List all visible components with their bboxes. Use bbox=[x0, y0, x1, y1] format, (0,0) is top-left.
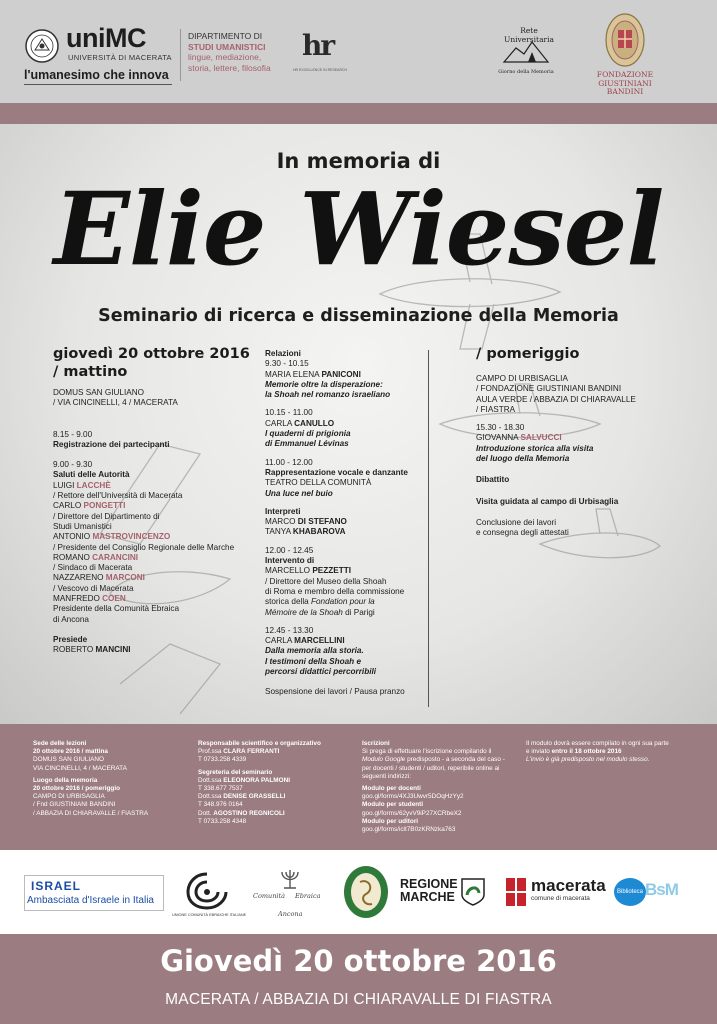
role-pongetti-2: Studi Umanistici bbox=[53, 521, 112, 531]
info-secretary-heading: Segreteria del seminario bbox=[198, 768, 273, 776]
info-grasselli bbox=[198, 793, 358, 801]
form-auditors-link[interactable]: goo.gl/forms/iclt7B0zKRNzka763 bbox=[362, 826, 456, 834]
first-name: GIOVANNA bbox=[476, 433, 519, 443]
time-900: 9.00 - 9.30 bbox=[53, 460, 93, 470]
honoree-name: Elie Wiesel bbox=[53, 170, 664, 288]
speaker-pezzetti bbox=[265, 566, 435, 576]
title-prefix: In memoria di bbox=[276, 149, 441, 173]
seminar-subtitle: Seminario di ricerca e disseminazione della Memoria bbox=[98, 306, 619, 326]
info-deadline bbox=[526, 740, 706, 765]
info-venues bbox=[33, 740, 193, 818]
closing-2: e consegna degli attestati bbox=[476, 528, 569, 538]
fondazione-name bbox=[588, 71, 662, 97]
embassy-label: Ambasciata d'Israele in Italia bbox=[27, 895, 154, 906]
info-registration-1: Si prega di effettuare l'iscrizione compilando il bbox=[362, 748, 492, 756]
speaker-carancini bbox=[53, 553, 268, 563]
speaker-coen bbox=[53, 594, 268, 604]
header-band bbox=[0, 0, 717, 103]
department-block bbox=[188, 31, 271, 73]
performer-distefano bbox=[265, 517, 435, 527]
role-coen-2: di Ancona bbox=[53, 614, 89, 624]
fondazione-crest-icon bbox=[604, 12, 646, 68]
speaker-marcellini bbox=[265, 636, 435, 646]
speaker-salvucci bbox=[476, 433, 701, 443]
form-auditors-heading: Modulo per uditori bbox=[362, 817, 419, 825]
comunita-label-1: Comunità bbox=[253, 892, 285, 900]
first-name: CARLA bbox=[265, 418, 292, 428]
afternoon-venue-3: AULA VERDE / ABBAZIA DI CHIARAVALLE bbox=[476, 394, 636, 404]
afternoon-venue-4: / FIASTRA bbox=[476, 404, 516, 414]
israel-embassy-logo bbox=[24, 875, 164, 911]
last-name: LACCHÈ bbox=[76, 480, 111, 490]
lunch-break: Sospensione dei lavori / Pausa pranzo bbox=[265, 687, 405, 697]
talks-column bbox=[265, 349, 435, 698]
dept-line-1: DIPARTIMENTO DI bbox=[188, 31, 263, 41]
role-pezzetti-1: / Direttore del Museo della Shoah bbox=[265, 576, 387, 586]
info-venue-1: DOMUS SAN GIULIANO bbox=[33, 756, 105, 764]
university-seal-icon bbox=[24, 28, 60, 64]
first-name: ROMANO bbox=[53, 552, 90, 562]
title: Dott.ssa bbox=[198, 793, 222, 801]
role-lacche: / Rettore dell'Università di Macerata bbox=[53, 491, 183, 501]
form-teachers-heading: Modulo per docenti bbox=[362, 785, 421, 793]
morning-column bbox=[53, 345, 268, 656]
info-grasselli-phone: T 348.976 0164 bbox=[198, 801, 243, 809]
hr-excellence-logo: hr bbox=[302, 29, 334, 62]
first-name: ANTONIO bbox=[53, 532, 91, 542]
unimc-tagline: l'umanesimo che innova bbox=[24, 68, 169, 82]
last-name: COEN bbox=[102, 594, 126, 604]
form-text: predisposto - a seconda del caso - bbox=[407, 756, 505, 764]
last-name: MASTROVINCENZO bbox=[92, 532, 171, 542]
unimc-logo bbox=[66, 23, 146, 53]
info-memory-3: / ABBAZIA DI CHIARAVALLE / FIASTRA bbox=[33, 809, 149, 817]
comunita-label-2: Ebraica bbox=[295, 892, 321, 900]
afternoon-heading: / pomeriggio bbox=[476, 346, 580, 362]
talk-canullo-2: di Emmanuel Lévinas bbox=[265, 439, 349, 449]
info-deadline-3: L'invio è già predisposto nel modulo stesso. bbox=[526, 756, 650, 764]
menorah-icon bbox=[278, 868, 302, 890]
info-scientific-heading: Responsabile scientifico e organizzativo bbox=[198, 740, 321, 747]
first-name: NAZZARENO bbox=[53, 573, 104, 583]
morning-heading: / mattino bbox=[53, 364, 128, 380]
dept-line-3: lingue, mediazione, bbox=[188, 52, 262, 62]
info-registration bbox=[362, 740, 527, 834]
performers-label: Interpreti bbox=[265, 506, 301, 516]
role-carancini: / Sindaco di Macerata bbox=[53, 563, 133, 573]
dept-line-4: storia, lettere, filosofia bbox=[188, 62, 271, 73]
talk-marcellini-2: I testimoni della Shoah e bbox=[265, 656, 361, 666]
talk-marcellini-3: percorsi didattici percorribili bbox=[265, 667, 377, 677]
consiglio-regionale-seal-icon bbox=[342, 864, 390, 920]
time-930: 9.30 - 10.15 bbox=[265, 359, 309, 369]
form-students-link[interactable]: goo.gl/forms/62yvV9iP27XCRbeX2 bbox=[362, 809, 462, 817]
speaker-pongetti bbox=[53, 501, 268, 511]
rete-memoria-caption: Giorno della Memoria bbox=[498, 69, 554, 75]
info-regnicoli-phone: T 0733.258 4348 bbox=[198, 817, 247, 825]
ucei-caption: UNIONE COMUNITÀ EBRAICHE ITALIANE bbox=[172, 913, 247, 917]
performer-khabarova bbox=[265, 527, 435, 537]
bsm-wordmark: BsM bbox=[645, 880, 678, 899]
speaker-lacche bbox=[53, 481, 268, 491]
afternoon-venue-2: / FONDAZIONE GIUSTINIANI BANDINI bbox=[476, 384, 622, 394]
fondazione-line-2: GIUSTINIANI bbox=[598, 78, 652, 88]
last-name: MARCONI bbox=[105, 573, 145, 583]
regione-line-1: REGIONE bbox=[400, 877, 458, 891]
name: ELEONORA PALMONI bbox=[223, 776, 290, 784]
time-1200: 12.00 - 12.45 bbox=[265, 545, 314, 555]
info-deadline-2 bbox=[526, 748, 706, 756]
info-venue-heading: Sede delle lezioni bbox=[33, 740, 87, 747]
guided-visit-label: Visita guidata al campo di Urbisaglia bbox=[476, 496, 619, 506]
macerata-crest-icon bbox=[505, 877, 527, 907]
unimc-subtitle: UNIVERSITÀ DI MACERATA bbox=[68, 53, 172, 62]
role-text: storica della bbox=[265, 597, 309, 607]
macerata-subtitle: comune di macerata bbox=[531, 895, 590, 902]
intervention-label: Intervento di bbox=[265, 556, 315, 566]
form-italic: Modulo Google bbox=[362, 756, 406, 764]
first-name: LUIGI bbox=[53, 480, 75, 490]
fondazione-line-3: BANDINI bbox=[606, 87, 644, 97]
info-venue-date: 20 ottobre 2016 / mattina bbox=[33, 748, 108, 756]
theatre-company: TEATRO DELLA COMUNITÀ bbox=[265, 478, 372, 488]
talk-canullo-1: I quaderni di prigionia bbox=[265, 429, 351, 439]
title: Dott. bbox=[198, 809, 212, 817]
name: AGOSTINO REGNICOLI bbox=[213, 809, 285, 817]
time-1015: 10.15 - 11.00 bbox=[265, 408, 313, 418]
macerata-wordmark: macerata bbox=[531, 876, 606, 895]
footer-place: MACERATA / ABBAZIA DI CHIARAVALLE DI FIASTRA bbox=[165, 991, 552, 1008]
afternoon-column bbox=[476, 345, 701, 539]
role-italic: Mémoire de la Shoah bbox=[265, 607, 343, 617]
ucei-spiral-icon bbox=[184, 870, 230, 910]
time-1530: 15.30 - 18.30 bbox=[476, 423, 525, 433]
role-marconi: / Vescovo di Macerata bbox=[53, 583, 134, 593]
name: CLARA FERRANTI bbox=[223, 748, 280, 756]
header-divider bbox=[180, 29, 181, 81]
dept-line-2: STUDI UMANISTICI bbox=[188, 41, 266, 52]
israel-wordmark: ISRAEL bbox=[31, 879, 82, 893]
title: Dott.ssa bbox=[198, 776, 222, 784]
performance-title: Una luce nel buio bbox=[265, 488, 333, 498]
afternoon-venue-1: CAMPO DI URBISAGLIA bbox=[476, 374, 568, 383]
info-venue-2: VIA CINCINELLI, 4 / MACERATA bbox=[33, 764, 127, 772]
info-contacts bbox=[198, 740, 358, 826]
footer-date: Giovedì 20 ottobre 2016 bbox=[160, 944, 557, 978]
closing-1: Conclusione dei lavori bbox=[476, 517, 557, 527]
debate-label: Dibattito bbox=[476, 475, 510, 485]
first-name: CARLO bbox=[53, 501, 82, 511]
role-pezzetti-4 bbox=[265, 608, 435, 618]
last-name: SALVUCCI bbox=[520, 433, 562, 443]
talk-paniconi-1: Memorie oltre la disperazione: bbox=[265, 379, 383, 389]
title: Prof.ssa bbox=[198, 748, 222, 756]
talk-marcellini-1: Dalla memoria alla storia. bbox=[265, 646, 364, 656]
first-name: CARLA bbox=[265, 636, 292, 646]
regione-marche-logo bbox=[400, 878, 458, 904]
info-memory-2: / Fnd GIUSTINIANI BANDINI bbox=[33, 801, 116, 809]
info-palmoni bbox=[198, 777, 358, 785]
chair-mancini bbox=[53, 645, 268, 655]
info-regnicoli bbox=[198, 810, 358, 818]
info-registration-4: seguenti indirizzi: bbox=[362, 772, 412, 780]
greetings-label: Saluti delle Autorità bbox=[53, 470, 130, 480]
talk-paniconi-2: la Shoah nel romanzo israeliano bbox=[265, 390, 391, 400]
info-deadline-1: Il modulo dovrà essere compilato in ogni sua parte bbox=[526, 740, 669, 747]
last-name: KHABAROVA bbox=[292, 527, 346, 537]
rete-universitaria-label: Rete Universitaria bbox=[504, 26, 554, 44]
role-mastrovincenzo: / Presidente del Consiglio Regionale delle Marche bbox=[53, 542, 235, 552]
speaker-mastrovincenzo bbox=[53, 532, 268, 542]
morning-date-heading: giovedì 20 ottobre 2016 bbox=[53, 346, 250, 362]
sponsor-logos bbox=[0, 850, 717, 934]
info-registration-heading: Iscrizioni bbox=[362, 740, 390, 747]
time-1245: 12.45 - 13.30 bbox=[265, 625, 314, 635]
first-name: MARCO bbox=[265, 517, 296, 527]
role-pezzetti-2: di Roma e membro della commissione bbox=[265, 586, 405, 596]
chair-label: Presiede bbox=[53, 634, 88, 644]
info-palmoni-phone: T 338.677 7537 bbox=[198, 785, 243, 793]
first-name: MARIA ELENA bbox=[265, 369, 320, 379]
last-name: CARANCINI bbox=[92, 552, 139, 562]
performance-label: Rappresentazione vocale e danzante bbox=[265, 467, 408, 477]
speaker-marconi bbox=[53, 573, 268, 583]
last-name: PONGETTI bbox=[83, 501, 126, 511]
last-name: MANCINI bbox=[95, 645, 131, 655]
form-teachers-link[interactable]: goo.gl/forms/4XJ3Uwvr5DOqHzYy2 bbox=[362, 793, 464, 801]
unimc-brand: uniMC bbox=[66, 23, 146, 53]
fondazione-line-1: FONDAZIONE bbox=[596, 70, 654, 79]
deadline-text: e inviato bbox=[526, 748, 550, 756]
info-ferranti-phone: T 0733.258 4339 bbox=[198, 756, 247, 764]
info-band bbox=[0, 724, 717, 850]
last-name: PEZZETTI bbox=[312, 566, 351, 576]
last-name: MARCELLINI bbox=[294, 636, 345, 646]
registration-label: Registrazione dei partecipanti bbox=[53, 439, 170, 449]
role-italic: Fondation pour la bbox=[310, 597, 375, 607]
role-coen-1: Presidente della Comunità Ebraica bbox=[53, 604, 180, 614]
role-pongetti-1: / Direttore del Dipartimento di bbox=[53, 511, 160, 521]
info-ferranti bbox=[198, 748, 358, 756]
last-name: CANULLO bbox=[294, 418, 335, 428]
info-registration-3: per docenti / studenti / uditori, reperibile online ai bbox=[362, 764, 500, 772]
info-memory-1: CAMPO DI URBISAGLIA bbox=[33, 793, 105, 801]
morning-venue-1: DOMUS SAN GIULIANO bbox=[53, 388, 144, 397]
info-memory-date: 20 ottobre 2016 / pomeriggio bbox=[33, 785, 121, 793]
marche-shield-icon bbox=[460, 877, 486, 907]
name: DENISE GRASSELLI bbox=[223, 793, 286, 801]
talk-salvucci-1: Introduzione storica alla visita bbox=[476, 443, 594, 453]
deadline-date: entro il 18 ottobre 2016 bbox=[551, 748, 622, 756]
first-name: ROBERTO bbox=[53, 645, 94, 655]
regione-line-2: MARCHE bbox=[400, 890, 455, 904]
time-1100: 11.00 - 12.00 bbox=[265, 457, 313, 467]
rete-memoria-icon bbox=[502, 38, 550, 64]
talk-salvucci-2: del luogo della Memoria bbox=[476, 454, 570, 464]
column-divider bbox=[428, 350, 429, 707]
comunita-label-3: Ancona bbox=[278, 910, 303, 918]
info-registration-2 bbox=[362, 756, 527, 764]
time-815: 8.15 - 9.00 bbox=[53, 429, 93, 439]
morning-venue-2: / VIA CINCINELLI, 4 / MACERATA bbox=[53, 398, 178, 408]
tagline-rule bbox=[24, 84, 172, 85]
first-name: TANYA bbox=[265, 527, 291, 537]
info-memory-heading: Luogo della memoria bbox=[33, 776, 98, 784]
last-name: PANICONI bbox=[321, 369, 361, 379]
last-name: DI STEFANO bbox=[297, 517, 347, 527]
form-students-heading: Modulo per studenti bbox=[362, 801, 424, 809]
biblioteca-label: Biblioteca bbox=[616, 889, 643, 895]
speaker-paniconi bbox=[265, 370, 435, 380]
biblioteca-badge bbox=[614, 878, 646, 906]
speaker-canullo bbox=[265, 419, 435, 429]
talks-label: Relazioni bbox=[265, 349, 301, 358]
role-pezzetti-3 bbox=[265, 597, 435, 607]
poster-body bbox=[0, 124, 717, 724]
footer-band bbox=[0, 934, 717, 1024]
first-name: MANFREDO bbox=[53, 594, 100, 604]
role-text: di Parigi bbox=[345, 607, 375, 617]
hr-excellence-caption: HR EXCELLENCE IN RESEARCH bbox=[293, 68, 348, 72]
mauve-band bbox=[0, 103, 717, 124]
first-name: MARCELLO bbox=[265, 566, 311, 576]
